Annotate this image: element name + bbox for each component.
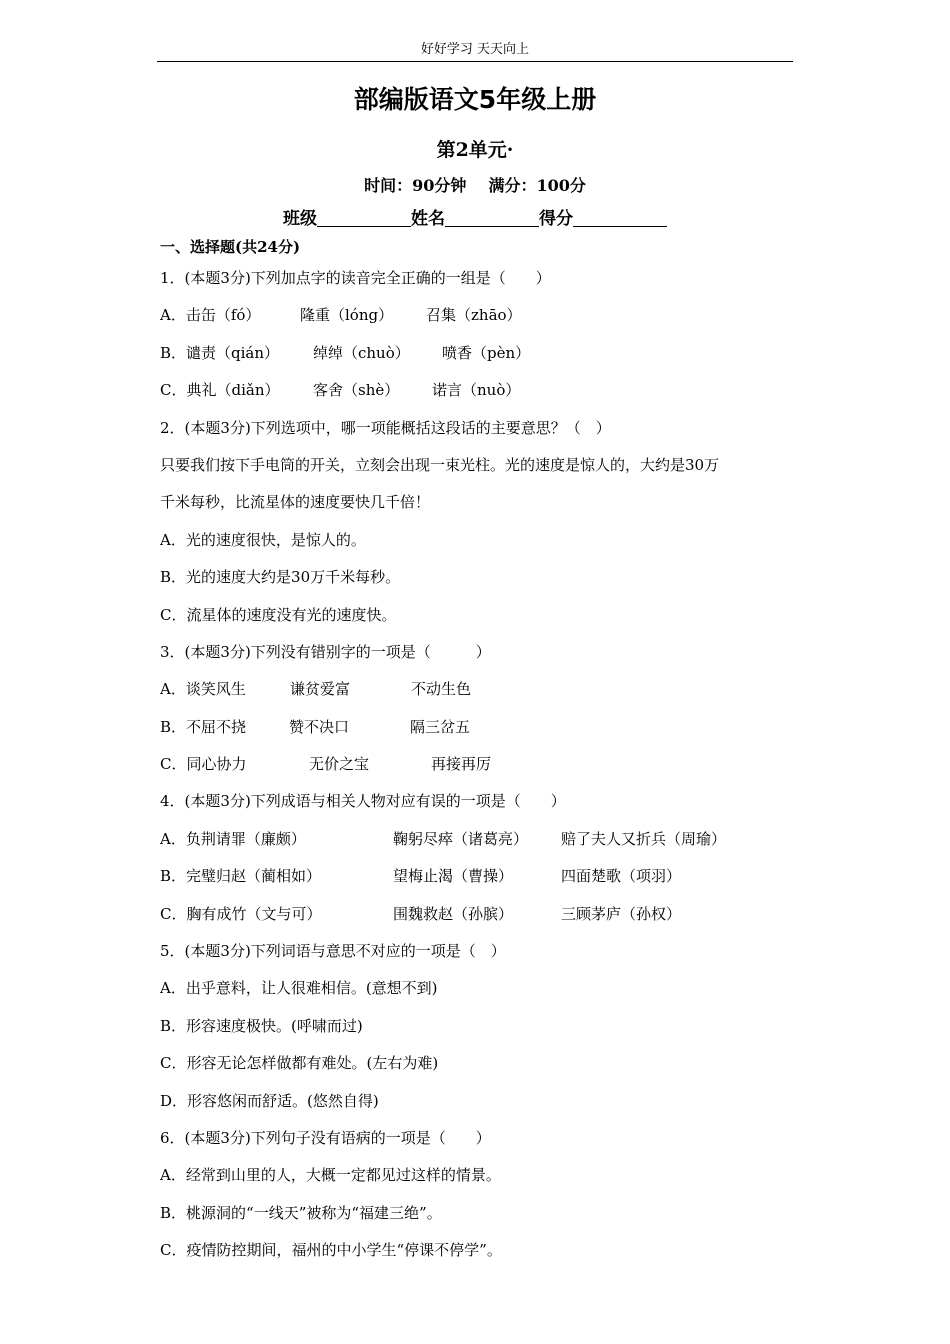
- option-row: [160, 709, 792, 746]
- score-blank[interactable]: [573, 208, 667, 227]
- option-row: C．流星体的速度没有光的速度快。: [160, 605, 397, 624]
- document-title: 部编版语文5年级上册: [353, 85, 597, 114]
- option-row: A．经常到山里的人，大概一定都见过这样的情景。: [160, 1166, 501, 1185]
- passage-line: 只要我们按下手电筒的开关，立刻会出现一束光柱。光的速度是惊人的，大约是30万: [160, 455, 720, 474]
- option-row: [160, 671, 792, 708]
- option-row: B．形容速度极快。(呼啸而过): [160, 1016, 363, 1035]
- page-header-motto: 好好学习 天天向上: [420, 42, 530, 57]
- option-item: 鞠躬尽瘁（诸葛亮）: [393, 829, 529, 848]
- option-item: 再接再厉: [431, 755, 492, 774]
- option-item: 望梅止渴（曹操）: [393, 867, 514, 886]
- name-blank[interactable]: [445, 208, 539, 227]
- score-label: 得分: [539, 209, 573, 229]
- option-item: B．不屈不挠: [160, 717, 247, 736]
- option-row: C．疫情防控期间，福州的中小学生“停课不停学”。: [160, 1241, 502, 1260]
- option-item: 绰绰（chuò）: [313, 343, 410, 362]
- option-item: 四面楚歌（项羽）: [561, 867, 682, 886]
- option-row: A．光的速度很快，是惊人的。: [160, 530, 366, 549]
- name-label: 姓名: [411, 209, 445, 229]
- option-row: D．形容悠闲而舒适。(悠然自得): [160, 1091, 379, 1110]
- passage-line: 千米每秒，比流星体的速度要快几千倍！: [160, 493, 431, 512]
- option-item: 诺言（nuò）: [432, 381, 521, 400]
- class-blank[interactable]: [317, 208, 411, 227]
- question-stem: 5．(本题3分)下列词语与意思不对应的一项是（ ）: [160, 942, 506, 961]
- option-row: B．光的速度大约是30万千米每秒。: [160, 568, 401, 587]
- option-item: C．典礼（diǎn）: [160, 381, 280, 400]
- option-row: [160, 858, 792, 895]
- option-item: 围魏救赵（孙膑）: [393, 904, 514, 923]
- option-item: 隔三岔五: [410, 717, 471, 736]
- option-item: A．负荆请罪（廉颇）: [160, 829, 306, 848]
- question-stem: 2．(本题3分)下列选项中，哪一项能概括这段话的主要意思？（ ）: [160, 418, 611, 437]
- exam-full-score: 满分：100分: [488, 176, 586, 195]
- option-row: [160, 297, 792, 334]
- option-item: 召集（zhāo）: [426, 306, 522, 325]
- unit-title: 第2单元·: [436, 139, 514, 161]
- option-row: C．形容无论怎样做都有难处。(左右为难): [160, 1054, 439, 1073]
- option-item: 无价之宝: [309, 755, 370, 774]
- option-row: B．桃源洞的“一线天”被称为“福建三绝”。: [160, 1203, 442, 1222]
- option-row: [160, 821, 792, 858]
- option-row: [160, 372, 792, 409]
- option-item: C．同心协力: [160, 755, 247, 774]
- question-stem: 6．(本题3分)下列句子没有语病的一项是（ ）: [160, 1128, 491, 1147]
- option-row: A．出乎意料，让人很难相信。(意想不到): [160, 979, 438, 998]
- option-row: [160, 746, 792, 783]
- option-item: C．胸有成竹（文与可）: [160, 904, 322, 923]
- exam-time: 时间：90分钟: [364, 176, 467, 195]
- option-item: 谦贫爱富: [290, 680, 351, 699]
- section-heading: 一、选择题(共24分): [160, 238, 301, 256]
- option-item: B．谴责（qián）: [160, 343, 280, 362]
- option-item: B．完璧归赵（蔺相如）: [160, 867, 322, 886]
- option-item: 赞不决口: [289, 717, 350, 736]
- option-item: 隆重（lóng）: [300, 306, 394, 325]
- class-label: 班级: [283, 209, 317, 229]
- option-item: 客舍（shè）: [313, 381, 400, 400]
- question-stem: 1．(本题3分)下列加点字的读音完全正确的一组是（ ）: [160, 269, 551, 287]
- question-stem: 3．(本题3分)下列没有错别字的一项是（ ）: [160, 642, 491, 661]
- option-item: A．谈笑风生: [160, 680, 246, 699]
- student-info-line: [0, 204, 950, 229]
- option-item: 赔了夫人又折兵（周瑜）: [561, 829, 727, 848]
- question-stem: 4．(本题3分)下列成语与相关人物对应有误的一项是（ ）: [160, 792, 566, 811]
- option-item: 喷香（pèn）: [442, 343, 531, 362]
- option-item: 三顾茅庐（孙权）: [561, 904, 682, 923]
- option-row: [160, 896, 792, 933]
- question-section: [160, 238, 792, 1270]
- option-item: 不动生色: [411, 680, 472, 699]
- header-divider: [157, 61, 793, 62]
- option-item: A．击缶（fó）: [160, 306, 261, 325]
- option-row: [160, 335, 792, 372]
- exam-info: [0, 173, 950, 196]
